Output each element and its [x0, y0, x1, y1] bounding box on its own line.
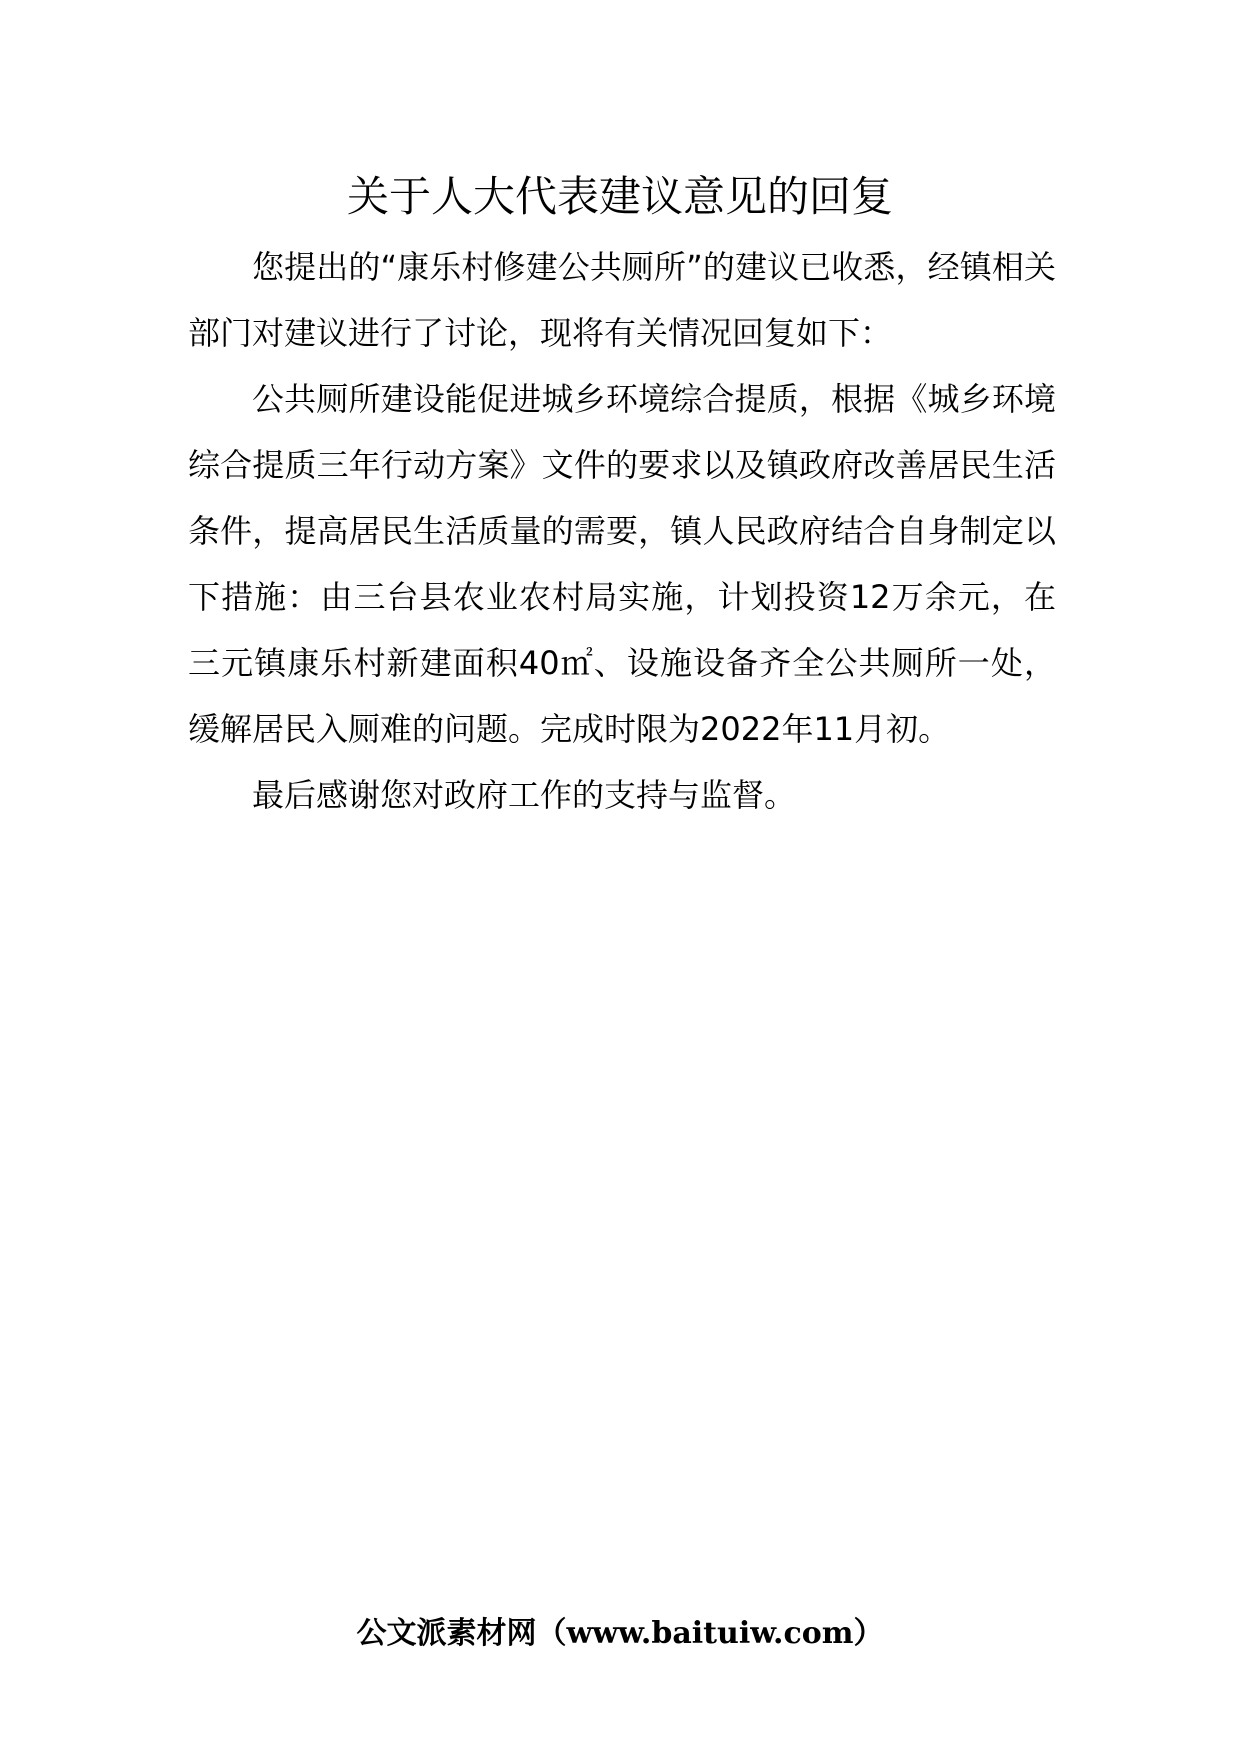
document-body [188, 234, 1056, 828]
document-title: 关于人大代表建议意见的回复 [346, 172, 893, 221]
watermark-footer: 公文派素材网（www.baituiw.com） [356, 1616, 884, 1651]
paragraph-intro: 您提出的“康乐村修建公共厕所”的建议已收悉，经镇相关部门对建议进行了讨论，现将有关情况回复如下： [188, 248, 1056, 352]
paragraph-measures: 公共厕所建设能促进城乡环境综合提质，根据《城乡环境综合提质三年行动方案》文件的要求以及镇政府改善居民生活条件，提高居民生活质量的需要，镇人民政府结合自身制定以下措施：由三台县农业农村局实施，计划投资12万余元，在三元镇康乐村新建面积40㎡、设施设备齐全公共厕所一处，缓解居民入厕难的问题。完成时限为2022年11月初。 [188, 380, 1056, 748]
paragraph-closing: 最后感谢您对政府工作的支持与监督。 [252, 776, 797, 814]
